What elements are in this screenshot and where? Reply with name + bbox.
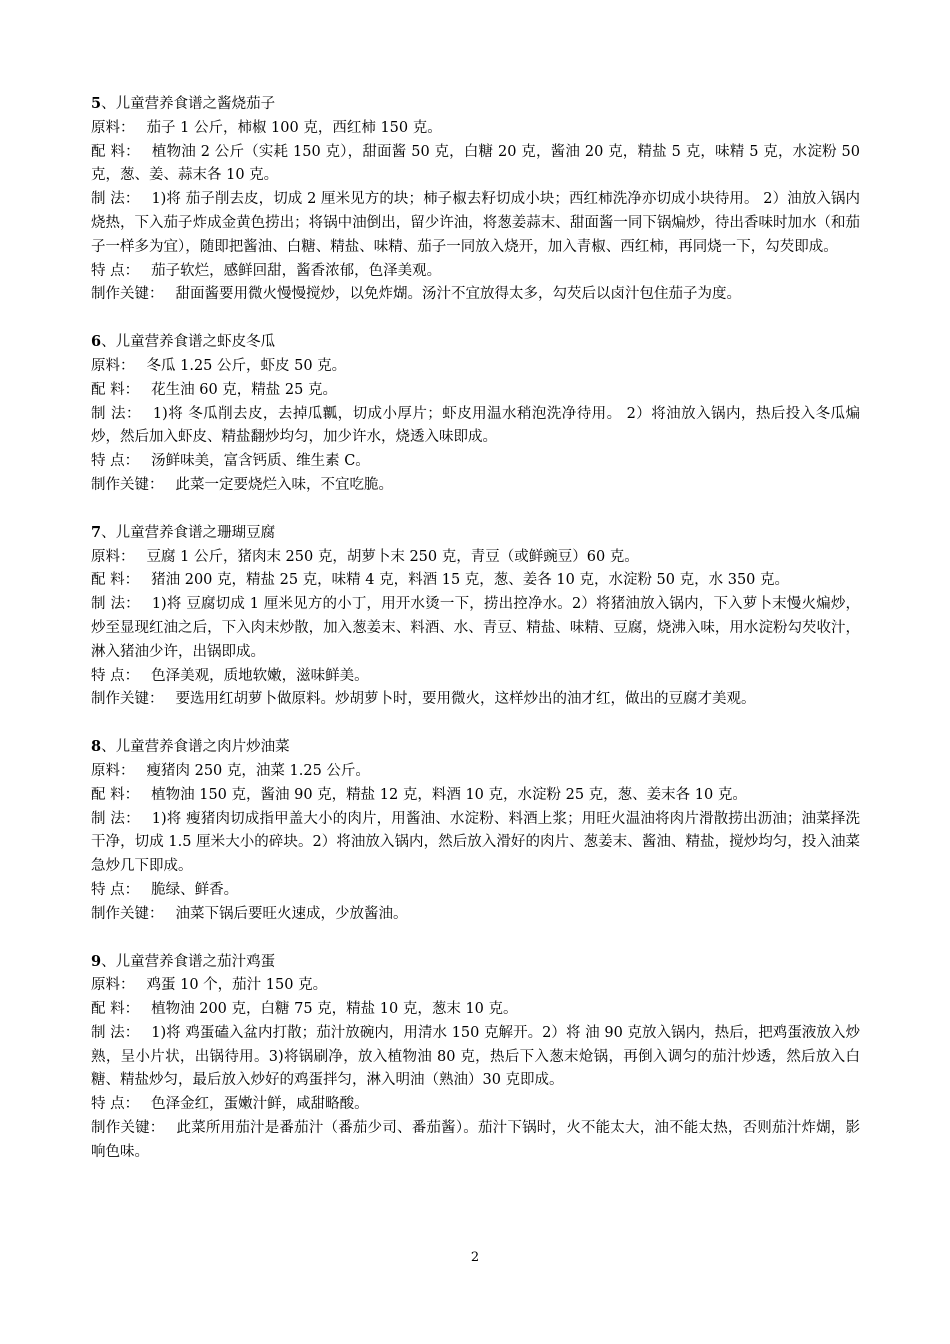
features-text: 脆绿、鲜香。 — [151, 881, 239, 898]
recipe-number: 5 — [91, 95, 102, 112]
features-line — [91, 665, 860, 689]
recipe-title-text: 、儿童营养食谱之珊瑚豆腐 — [101, 524, 276, 541]
recipe-title-text: 、儿童营养食谱之虾皮冬瓜 — [101, 334, 276, 351]
features-line — [91, 450, 860, 474]
seasonings-line — [91, 141, 860, 189]
ingredients-line — [91, 546, 860, 570]
recipe-title — [91, 950, 860, 975]
ingredients-line — [91, 760, 860, 784]
key-points-label: 制作关键： — [91, 1120, 165, 1137]
recipe-number: 7 — [91, 523, 102, 541]
recipe-title-text: 、儿童营养食谱之酱烧茄子 — [101, 96, 276, 112]
ingredients-label: 原料： — [91, 119, 135, 136]
recipe-section — [91, 92, 860, 307]
key-points-label: 制作关键： — [91, 691, 164, 708]
seasonings-label: 配 料： — [91, 572, 140, 589]
recipe-title — [91, 330, 860, 355]
key-points-text: 甜面酱要用微火慢慢搅炒，以免炸煳。汤汁不宜放得太多，勾芡后以卤汁包住茄子为度。 — [175, 286, 741, 303]
seasonings-label: 配 料： — [91, 143, 140, 160]
features-label: 特 点： — [91, 262, 140, 279]
features-label: 特 点： — [91, 881, 140, 898]
features-text: 茄子软烂，感鲜回甜，酱香浓郁，色泽美观。 — [151, 262, 442, 279]
recipe-section — [91, 950, 860, 1165]
seasonings-text: 植物油 150 克，酱油 90 克，精盐 12 克，料酒 10 克，水淀粉 25 克，葱、姜末各 10 克。 — [151, 786, 747, 803]
key-points-text: 此菜一定要烧烂入味，不宜吃脆。 — [175, 476, 393, 493]
method-label: 制 法： — [91, 596, 140, 613]
ingredients-text: 豆腐 1 公斤，猪肉末 250 克，胡萝卜末 250 克，青豆（或鲜豌豆）60 克。 — [146, 548, 639, 565]
recipe-list — [91, 92, 860, 1188]
ingredients-line — [91, 974, 860, 998]
features-line — [91, 260, 860, 284]
ingredients-label: 原料： — [91, 548, 135, 565]
method-label: 制 法： — [91, 1024, 140, 1041]
key-points-line — [91, 474, 860, 498]
features-line — [91, 1093, 860, 1117]
ingredients-text: 瘦猪肉 250 克，油菜 1.25 公斤。 — [146, 762, 370, 779]
ingredients-label: 原料： — [91, 977, 135, 994]
features-text: 色泽美观，质地软嫩，滋味鲜美。 — [151, 667, 369, 684]
method-line — [91, 188, 860, 259]
features-text: 汤鲜味美，富含钙质、维生素 C。 — [151, 453, 370, 470]
ingredients-line — [91, 355, 860, 379]
recipe-title-text: 、儿童营养食谱之肉片炒油菜 — [101, 739, 290, 756]
recipe-title — [91, 92, 860, 117]
features-line — [91, 879, 860, 903]
seasonings-label: 配 料： — [91, 786, 140, 803]
seasonings-line — [91, 784, 860, 808]
key-points-label: 制作关键： — [91, 476, 164, 493]
ingredients-line — [91, 117, 860, 141]
recipe-number: 6 — [91, 333, 102, 351]
method-line — [91, 1022, 860, 1093]
seasonings-label: 配 料： — [91, 381, 140, 398]
ingredients-text: 鸡蛋 10 个，茄汁 150 克。 — [146, 977, 328, 994]
recipe-section — [91, 521, 860, 712]
seasonings-line — [91, 998, 860, 1022]
recipe-title-text: 、儿童营养食谱之茄汁鸡蛋 — [101, 953, 276, 970]
recipe-title — [91, 735, 860, 760]
ingredients-label: 原料： — [91, 762, 135, 779]
page-number: 2 — [470, 1250, 480, 1265]
method-text: 1)将 鸡蛋磕入盆内打散；茄汁放碗内，用清水 150 克解开。2）将 油 90 克放入锅内，热后，把鸡蛋液放入炒熟，呈小片状，出锅待用。3)将锅刷净，放入植物油 80 克，热后下入葱末炝锅，再倒入调匀的茄汁炒透，然后放入白糖、精盐炒匀，最后放入炒好的鸡蛋拌匀，淋入明油（熟油）30 克即成。 — [91, 1024, 860, 1089]
key-points-text: 此菜所用茄汁是番茄汁（番茄少司、番茄酱）。茄汁下锅时，火不能太大，油不能太热，否则茄汁炸煳，影响色味。 — [91, 1120, 861, 1160]
seasonings-text: 植物油 2 公斤（实耗 150 克），甜面酱 50 克，白糖 20 克，酱油 20 克，精盐 5 克，味精 5 克，水淀粉 50 克，葱、姜、蒜末各 10 克。 — [91, 143, 861, 184]
recipe-section — [91, 735, 860, 926]
seasonings-text: 植物油 200 克，白糖 75 克，精盐 10 克，葱末 10 克。 — [151, 1001, 518, 1018]
seasonings-line — [91, 569, 860, 593]
features-label: 特 点： — [91, 453, 140, 470]
method-text: 1)将 瘦猪肉切成指甲盖大小的肉片，用酱油、水淀粉、料酒上浆；用旺火温油将肉片滑散捞出沥油；油菜择洗干净，切成 1.5 厘米大小的碎块。2）将油放入锅内，然后放入滑好的肉片、葱姜末、酱油、精盐，搅炒均匀，投入油菜急炒几下即成。 — [91, 810, 860, 875]
ingredients-text: 冬瓜 1.25 公斤，虾皮 50 克。 — [146, 357, 347, 374]
key-points-text: 油菜下锅后要旺火速成，少放酱油。 — [175, 905, 408, 922]
features-text: 色泽金红，蛋嫩汁鲜，咸甜略酸。 — [151, 1096, 369, 1113]
method-line — [91, 808, 860, 879]
ingredients-label: 原料： — [91, 357, 135, 374]
method-text: 1)将 冬瓜削去皮，去掉瓜瓤，切成小厚片；虾皮用温水稍泡洗净待用。 2）将油放入锅内，热后投入冬瓜煸炒，然后加入虾皮、精盐翻炒均匀，加少许水，烧透入味即成。 — [91, 405, 861, 446]
key-points-label: 制作关键： — [91, 905, 164, 922]
seasonings-text: 猪油 200 克，精盐 25 克，味精 4 克，料酒 15 克，葱、姜各 10 克，水淀粉 50 克，水 350 克。 — [151, 572, 790, 589]
method-text: 1)将 茄子削去皮，切成 2 厘米见方的块；柿子椒去籽切成小块；西红柿洗净亦切成小块待用。 2）油放入锅内烧热，下入茄子炸成金黄色捞出；将锅中油倒出，留少许油，将葱姜蒜末、甜面酱一同下锅煸炒，待出香味时加水（和茄子一样多为宜），随即把酱油、白糖、精盐、味精、茄子一同放入烧开，加入青椒、西红柿，再同烧一下，勾芡即成。 — [91, 191, 861, 255]
method-line — [91, 403, 860, 451]
method-label: 制 法： — [91, 405, 141, 422]
key-points-text: 要选用红胡萝卜做原料。炒胡萝卜时，要用微火，这样炒出的油才红，做出的豆腐才美观。 — [175, 691, 756, 708]
key-points-line — [91, 1117, 860, 1165]
ingredients-text: 茄子 1 公斤，柿椒 100 克，西红柿 150 克。 — [146, 119, 442, 136]
seasonings-label: 配 料： — [91, 1001, 140, 1018]
method-text: 1)将 豆腐切成 1 厘米见方的小丁，用开水烫一下，捞出控净水。2）将猪油放入锅内，下入萝卜末慢火煸炒，炒至显现红油之后，下入肉末炒散，加入葱姜末、料酒、水、青豆、精盐、味精、豆腐，烧沸入味，用水淀粉勾芡收汁，淋入猪油少许，出锅即成。 — [91, 596, 861, 660]
key-points-line — [91, 283, 860, 307]
key-points-line — [91, 903, 860, 927]
key-points-line — [91, 688, 860, 712]
recipe-title — [91, 521, 860, 546]
recipe-section — [91, 330, 860, 498]
method-label: 制 法： — [91, 810, 140, 827]
method-line — [91, 593, 860, 664]
features-label: 特 点： — [91, 1096, 140, 1113]
method-label: 制 法： — [91, 191, 140, 208]
key-points-label: 制作关键： — [91, 286, 164, 303]
seasonings-line — [91, 379, 860, 403]
features-label: 特 点： — [91, 667, 140, 684]
recipe-number: 9 — [91, 952, 102, 970]
seasonings-text: 花生油 60 克，精盐 25 克。 — [151, 381, 337, 398]
recipe-number: 8 — [91, 738, 102, 756]
